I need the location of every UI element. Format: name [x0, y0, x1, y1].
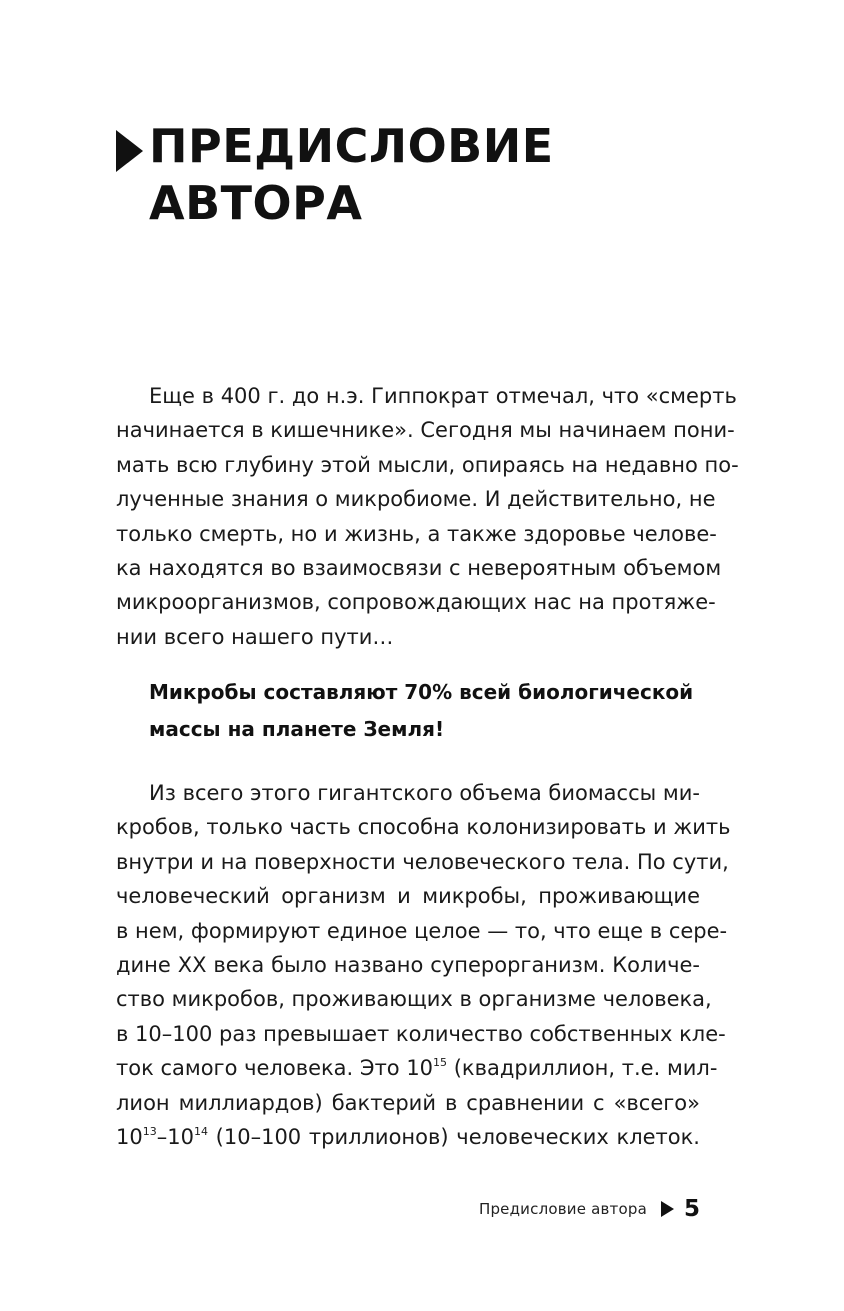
footer-arrow-icon [661, 1201, 674, 1217]
superscript: 15 [433, 1056, 448, 1070]
page-number: 5 [683, 1196, 700, 1222]
text-segment: 10 [116, 1125, 143, 1150]
heading-line-2: АВТОРА [149, 176, 363, 230]
text-line: только смерть, но и жизнь, а также здоровье челове- [116, 521, 717, 546]
text-line: кробов, только часть способна колонизировать и жить [116, 815, 731, 840]
text-line: начинается в кишечнике». Сегодня мы начинаем пони- [116, 418, 735, 443]
heading-text [116, 118, 776, 232]
text-segment: (10–100 триллионов) человеческих клеток. [207, 1125, 700, 1150]
text-line: микроорганизмов, сопровождающих нас на протяже- [116, 590, 716, 615]
text-line: внутри и на поверхности человеческого тела. По сути, [116, 849, 729, 874]
highlight-line: массы на планете Земля! [149, 717, 445, 741]
text-segment: (квадриллион, т.е. мил- [447, 1056, 718, 1081]
text-segment: ток самого человека. Это 10 [116, 1056, 434, 1081]
text-line: лион миллиардов) бактерий в сравнении с «всего» [116, 1090, 700, 1115]
text-line: мать всю глубину этой мысли, опираясь на недавно по- [116, 452, 739, 477]
paragraph-microbes [116, 776, 731, 1154]
heading-arrow-icon [116, 130, 143, 172]
text-segment: –10 [156, 1125, 194, 1150]
heading-line-1: ПРЕДИСЛОВИЕ [149, 119, 554, 173]
superscript: 14 [193, 1125, 208, 1139]
text-line: лученные знания о микробиоме. И действительно, не [116, 487, 716, 512]
text-line: человеческий организм и микробы, проживающие [116, 884, 700, 909]
text-line-with-superscript [116, 1051, 718, 1085]
text-line: дине XX века было названо суперорганизм. Количе- [116, 953, 700, 978]
page-footer [479, 1194, 700, 1224]
text-line-with-superscript [116, 1120, 700, 1154]
superscript: 13 [142, 1125, 157, 1139]
paragraph-intro [116, 379, 739, 654]
text-line: ка находятся во взаимосвязи с невероятным объемом [116, 556, 722, 581]
text-line: в нем, формируют единое целое — то, что еще в сере- [116, 918, 728, 943]
text-line: нии всего нашего пути… [116, 624, 394, 649]
running-header-title: Предисловие автора [478, 1200, 647, 1218]
text-line: Еще в 400 г. до н.э. Гиппократ отмечал, что «смерть [149, 384, 737, 408]
text-line: Из всего этого гигантского объема биомассы ми- [149, 781, 700, 805]
highlight-statement [149, 674, 700, 748]
highlight-line: Микробы составляют 70% всей биологической [149, 680, 694, 704]
text-line: ство микробов, проживающих в организме человека, [116, 987, 712, 1012]
chapter-heading [116, 118, 776, 232]
text-line: в 10–100 раз превышает количество собственных кле- [116, 1021, 726, 1046]
